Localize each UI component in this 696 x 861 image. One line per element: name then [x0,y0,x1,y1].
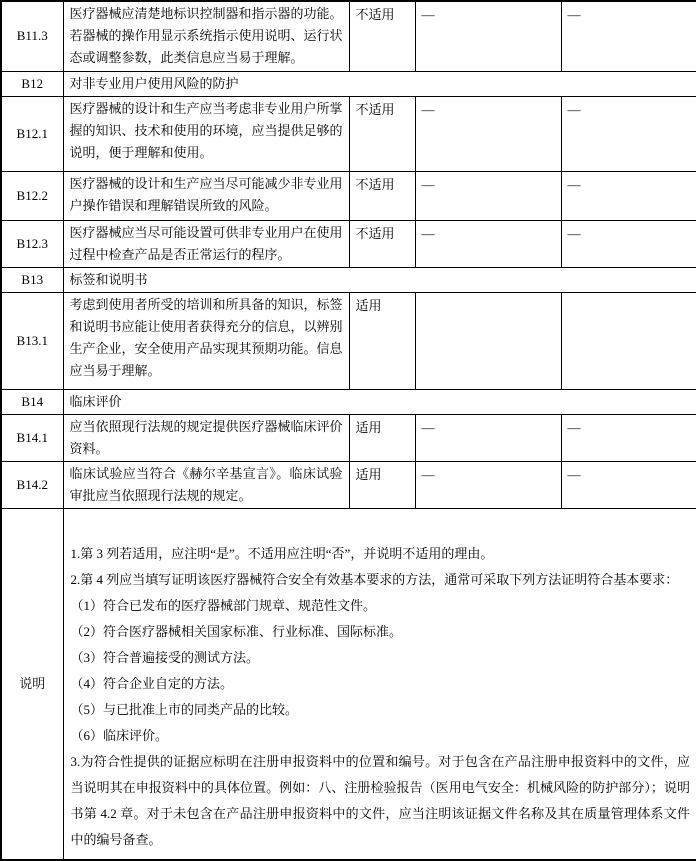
clause-id-cell: B12.1 [1,96,63,171]
applicable-cell: 不适用 [349,171,415,220]
method-cell: — [415,220,561,267]
note-line: （3）符合普遍接受的测试方法。 [70,649,260,665]
note-line: （2）符合医疗器械相关国家标准、行业标准、国际标准。 [70,623,403,639]
requirement-text-cell: 医疗器械的设计和生产应当尽可能减少非专业用户操作错误和理解错误所致的风险。 [63,171,349,220]
clause-id-cell: B12.3 [1,220,63,267]
method-cell: — [415,96,561,171]
section-title-cell: 对非专业用户使用风险的防护 [63,71,696,96]
method-cell: — [415,1,561,71]
method-cell: — [415,414,561,461]
applicable-cell: 适用 [349,461,415,508]
clause-id-cell: B13.1 [1,292,63,389]
requirement-text-cell: 临床试验应当符合《赫尔辛基宣言》。临床试验审批应当依照现行法规的规定。 [63,461,349,508]
row-b12-1 [1,96,696,171]
row-b12-3 [1,220,696,267]
location-cell: — [561,461,696,508]
note-content [63,508,696,860]
section-row-b12 [1,71,696,96]
section-row-b13 [1,267,696,292]
clause-id-cell: B14.1 [1,414,63,461]
applicable-cell: 不适用 [349,1,415,71]
location-cell: — [561,414,696,461]
note-line: 2.第 4 列应当填写证明该医疗器械符合安全有效基本要求的方法，通常可采取下列方法证明符合基本要求： [70,571,679,587]
method-cell [415,292,561,389]
requirement-text-cell: 应当依照现行法规的规定提供医疗器械临床评价资料。 [63,414,349,461]
requirement-text-cell: 医疗器械应清楚地标识控制器和指示器的功能。若器械的操作用显示系统指示使用说明、运行状态或调整参数，此类信息应当易于理解。 [63,1,349,71]
requirement-text-cell: 考虑到使用者所受的培训和所具备的知识，标签和说明书应能让使用者获得充分的信息，以辨别生产企业，安全使用产品实现其预期功能。信息应当易于理解。 [63,292,349,389]
section-row-b14 [1,389,696,414]
note-line: （5）与已批准上市的同类产品的比较。 [70,701,299,717]
note-line: 3.为符合性提供的证据应标明在注册申报资料中的位置和编号。对于包含在产品注册申报资料中的文件，应当说明其在申报资料中的具体位置。例如：八、注册检验报告（医用电气安全：机械风险的防护部分）；说明书第 4.2 章。对于未包含在产品注册申报资料中的文件，应当注明该证据文件名称及其在质量管理体系文件中的编号备查。 [70,753,690,847]
row-b14-1 [1,414,696,461]
row-b12-2 [1,171,696,220]
note-line: （1）符合已发布的医疗器械部门规章、规范性文件。 [70,597,377,613]
clause-id-cell: B12.2 [1,171,63,220]
note-line: 1.第 3 列若适用，应注明“是”。不适用应注明“否”，并说明不适用的理由。 [70,545,494,561]
location-cell: — [561,171,696,220]
note-line: （4）符合企业自定的方法。 [70,675,234,691]
applicable-cell: 不适用 [349,96,415,171]
section-id-cell: B12 [1,71,63,96]
applicable-cell: 适用 [349,414,415,461]
row-b13-1 [1,292,696,389]
method-cell: — [415,171,561,220]
location-cell: — [561,96,696,171]
section-id-cell: B13 [1,267,63,292]
section-title-cell: 标签和说明书 [63,267,696,292]
method-cell: — [415,461,561,508]
requirement-text-cell: 医疗器械应当尽可能设置可供非专业用户在使用过程中检查产品是否正常运行的程序。 [63,220,349,267]
location-cell: — [561,1,696,71]
row-b14-2 [1,461,696,508]
section-title-cell: 临床评价 [63,389,696,414]
clause-id-cell: B11.3 [1,1,63,71]
applicable-cell: 适用 [349,292,415,389]
clause-id-cell: B14.2 [1,461,63,508]
applicable-cell: 不适用 [349,220,415,267]
location-cell [561,292,696,389]
note-row [1,508,696,860]
note-line: （6）临床评价。 [70,727,169,743]
row-b11-3 [1,1,696,71]
note-label: 说明 [1,508,63,860]
requirement-text-cell: 医疗器械的设计和生产应当考虑非专业用户所掌握的知识、技术和使用的环境，应当提供足够的说明，便于理解和使用。 [63,96,349,171]
location-cell: — [561,220,696,267]
section-id-cell: B14 [1,389,63,414]
